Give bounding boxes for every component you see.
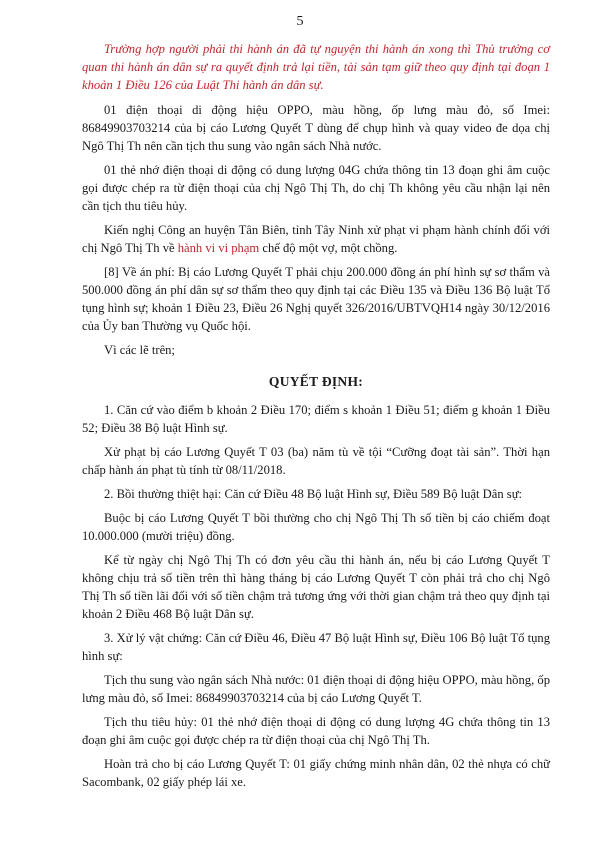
paragraph-interest: Kể từ ngày chị Ngô Thị Th có đơn yêu cầu thi hành án, nếu bị cáo Lương Quyết T không chịu trả số tiền trên thì hàng tháng bị cáo Lương Quyết T còn phải trả cho chị Ngô Thị Th số tiền lãi đối với số tiền chậm trả tương ứng với thời gian chậm trả theo quy định tại khoản 2 Điều 468 Bộ luật Dân sự. [82, 553, 550, 621]
page-number: 5 [296, 14, 304, 29]
paragraph-phone-confiscation: 01 điện thoại di động hiệu OPPO, màu hồng, ốp lưng màu đỏ, số Imei: 86849903703214 của bị cáo Lương Quyết T dùng để chụp hình và quay video đe dọa chị Ngô Thị Th nên cần tịch thu sung vào ngân sách Nhà nước. [82, 103, 550, 153]
paragraph-decision-3: 3. Xử lý vật chứng: Căn cứ Điều 46, Điều 47 Bộ luật Hình sự, Điều 106 Bộ luật Tố tụng hình sự: [82, 631, 550, 663]
paragraph-reasons: Vì các lẽ trên; [104, 343, 175, 357]
paragraph-recommendation [82, 221, 550, 257]
paragraph-memory-card: 01 thẻ nhớ điện thoại di động có dung lượng 04G chứa thông tin 13 đoạn ghi âm cuộc gọi được chép ra từ điện thoại của chị Ngô Thị Th, do chị Th không yêu cầu nhận lại nên cần tịch thu tiêu hủy. [82, 163, 550, 213]
paragraph-state-confiscation: Tịch thu sung vào ngân sách Nhà nước: 01 điện thoại di động hiệu OPPO, màu hồng, ốp lưng màu đỏ, số Imei: 86849903703214 của bị cáo Lương Quyết T. [82, 673, 550, 705]
paragraph-destruction: Tịch thu tiêu hủy: 01 thẻ nhớ điện thoại di động có dung lượng 4G chứa thông tin 13 đoạn ghi âm cuộc gọi được chép ra từ điện thoại của chị Ngô Thị Th. [82, 715, 550, 747]
paragraph-decision-2: 2. Bồi thường thiệt hại: Căn cứ Điều 48 Bộ luật Hình sự, Điều 589 Bộ luật Dân sự: [104, 487, 523, 501]
document-body [82, 40, 550, 797]
paragraph-return-items: Hoàn trả cho bị cáo Lương Quyết T: 01 giấy chứng minh nhân dân, 02 thẻ nhựa có chữ Sacombank, 02 giấy phép lái xe. [82, 757, 550, 789]
recommendation-highlight: hành vi vi phạm [177, 241, 260, 255]
decision-heading: QUYẾT ĐỊNH: [268, 374, 364, 389]
recommendation-text-end: chế độ một vợ, một chồng. [259, 241, 398, 255]
paragraph-compensation: Buộc bị cáo Lương Quyết T bồi thường cho chị Ngô Thị Th số tiền bị cáo chiếm đoạt 10.000.000 (mười triệu) đồng. [82, 511, 550, 543]
recommendation-text-start: Kiến nghị Công an huyện Tân Biên, tỉnh Tây Ninh xử phạt vi phạm hành chính đối với chị Ngô Thị Th về [82, 223, 550, 255]
paragraph-court-fees: [8] Về án phí: Bị cáo Lương Quyết T phải chịu 200.000 đồng án phí hình sự sơ thẩm và 500.000 đồng án phí dân sự sơ thẩm theo quy định tại các Điều 135 và Điều 136 Bộ luật Tố tụng hình sự; khoản 1 Điều 23, Điều 26 Nghị quyết 326/2016/UBTVQH14 ngày 30/12/2016 của Ủy ban Thường vụ Quốc hội. [82, 265, 550, 333]
paragraph-sentence: Xử phạt bị cáo Lương Quyết T 03 (ba) năm tù về tội “Cưỡng đoạt tài sản”. Thời hạn chấp hành án phạt tù tính từ 08/11/2018. [82, 445, 550, 477]
paragraph-decision-1: 1. Căn cứ vào điểm b khoản 2 Điều 170; điểm s khoản 1 Điều 51; điểm g khoản 1 Điều 52; Điều 38 Bộ luật Hình sự. [82, 403, 550, 435]
paragraph-refund-note: Trường hợp người phải thi hành án đã tự nguyện thi hành án xong thì Thủ trưởng cơ quan thi hành án dân sự ra quyết định trả lại tiền, tài sản tạm giữ theo quy định tại đoạn 1 khoản 1 Điều 126 của Luật Thi hành án dân sự. [82, 42, 550, 92]
